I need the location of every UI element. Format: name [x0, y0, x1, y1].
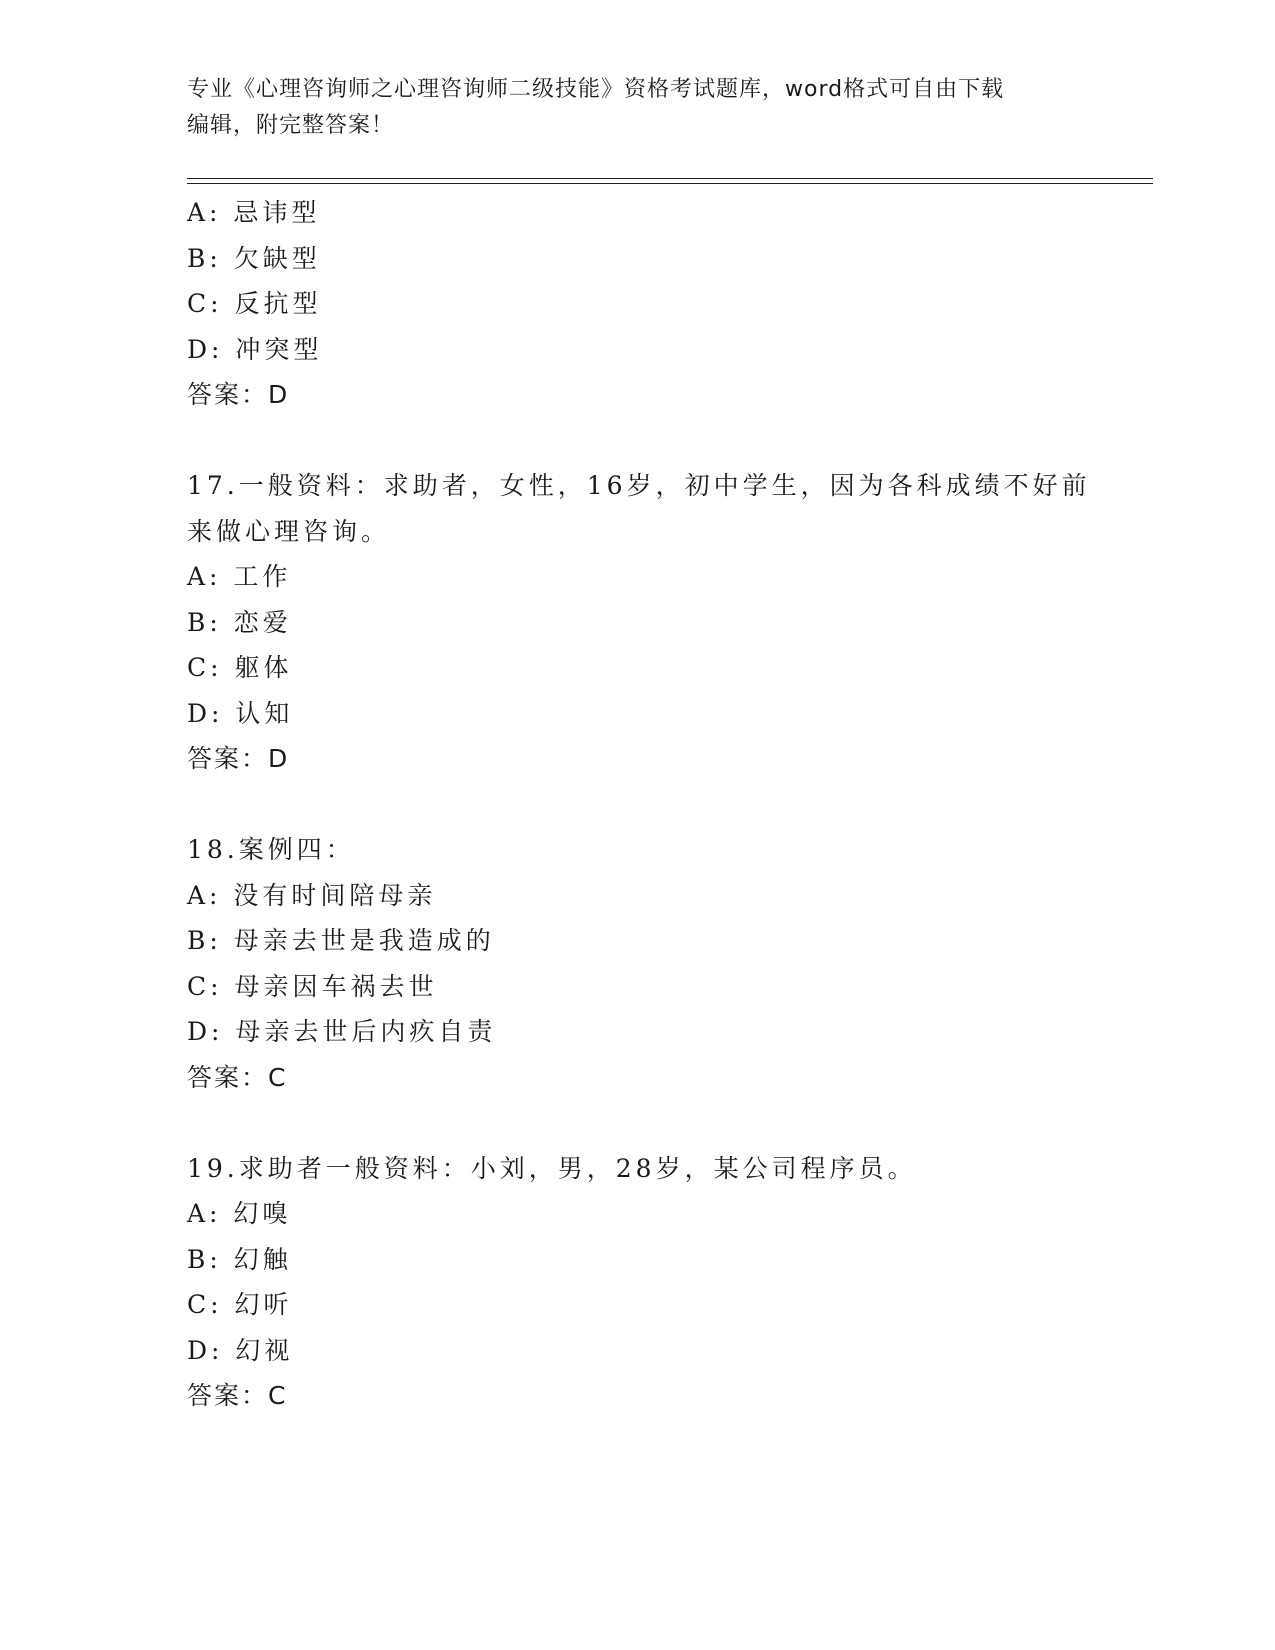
answer-line: 答案：D — [187, 380, 290, 409]
option-c: C: 母亲因车祸去世 — [187, 971, 438, 1001]
answer-line: 答案：C — [187, 1062, 288, 1092]
option-b: B: 欠缺型 — [187, 243, 321, 273]
option-d: D: 母亲去世后内疚自责 — [187, 1017, 497, 1046]
question-stem-line: 18.案例四： — [187, 835, 355, 864]
option-b: B: 幻触 — [187, 1244, 292, 1274]
header-divider-bottom — [187, 183, 1153, 184]
option-c: C: 幻听 — [187, 1290, 293, 1319]
header-line-2: 编辑，附完整答案！ — [187, 113, 395, 138]
question-spacer — [187, 418, 1087, 464]
option-d: D: 冲突型 — [187, 334, 323, 364]
header-line-1: 专业《心理咨询师之心理咨询师二级技能》资格考试题库，word格式可自由下载 — [187, 77, 1005, 102]
option-a: A: 工作 — [187, 562, 292, 591]
question-16 — [187, 190, 1087, 418]
option-d: D: 幻视 — [187, 1335, 294, 1365]
question-stem-line: 19.求助者一般资料：小刘，男，28岁，某公司程序员。 — [187, 1153, 917, 1183]
question-19 — [187, 1146, 1087, 1419]
question-17 — [187, 463, 1091, 782]
question-spacer — [187, 782, 1087, 828]
option-a: A: 忌讳型 — [187, 198, 321, 227]
document-header — [187, 72, 1087, 144]
option-a: A: 没有时间陪母亲 — [187, 880, 437, 910]
question-list — [187, 190, 1091, 1419]
question-stem-line: 17.一般资料：求助者，女性，16岁，初中学生，因为各科成绩不好前 — [187, 471, 1091, 500]
question-stem-line: 来做心理咨询。 — [187, 516, 391, 546]
question-spacer — [187, 1100, 1087, 1146]
option-b: B: 母亲去世是我造成的 — [187, 926, 495, 955]
option-d: D: 认知 — [187, 698, 294, 728]
option-b: B: 恋爱 — [187, 607, 292, 637]
option-c: C: 躯体 — [187, 653, 293, 682]
question-18 — [187, 827, 1087, 1100]
option-a: A: 幻嗅 — [187, 1199, 292, 1228]
option-c: C: 反抗型 — [187, 289, 322, 318]
header-divider-top — [187, 178, 1153, 179]
answer-line: 答案：D — [187, 744, 290, 773]
answer-line: 答案：C — [187, 1381, 288, 1410]
